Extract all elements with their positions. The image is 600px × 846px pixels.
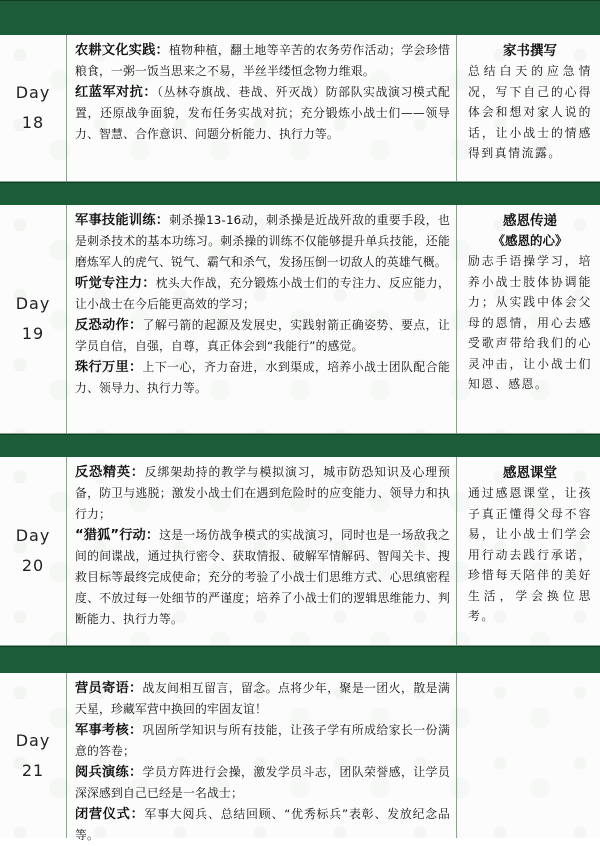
evening-title: 家书撰写 bbox=[503, 43, 557, 59]
day-row-18 bbox=[0, 35, 600, 182]
day-row-19 bbox=[0, 205, 600, 434]
day-label: Day bbox=[15, 83, 51, 102]
day-row-20 bbox=[0, 457, 600, 646]
evening-title: 感恩课堂 bbox=[503, 465, 557, 481]
activity-heading: 军事考核： bbox=[75, 723, 143, 738]
activity-text: 反绑架劫持的教学与模拟演习，城市防恐知识及心理预备，防卫与逃脱；激发小战士们在遇到危险时的应变能力、领导力和执行力； bbox=[75, 465, 450, 521]
day-number: 18 bbox=[21, 113, 45, 132]
activity-text: 这是一场仿战争模式的实战演习，同时也是一场敌我之间的间谍战，通过执行密令、获取情报、破解军情解码、智闯关卡、搜救目标等最终完成使命；充分的考验了小战士们思维方式、心思缜密程度、不放过每一处细节的严谨度；培养了小战士们的逻辑思维能力、判断能力、执行力等。 bbox=[75, 528, 450, 626]
day-number: 20 bbox=[21, 556, 45, 575]
day-row-21 bbox=[0, 673, 600, 842]
activity-cell bbox=[67, 205, 457, 433]
activity-text: 学员方阵进行会操，激发学员斗志，团队荣誉感，让学员深深感到自己已经是一名战士； bbox=[75, 765, 450, 800]
day-label: Day bbox=[15, 526, 51, 545]
activity-paragraph bbox=[75, 762, 450, 804]
activity-paragraph bbox=[75, 720, 450, 762]
activity-heading: “猎狐”行动： bbox=[75, 528, 160, 543]
activity-heading: 阅兵演练： bbox=[75, 765, 143, 780]
activity-text: 植物种植，翻土地等辛苦的农务劳作活动；学会珍惜粮食，一粥一饭当思来之不易，半丝半缕恒念物力维艰。 bbox=[75, 43, 451, 78]
activity-paragraph bbox=[75, 210, 450, 273]
day-label: Day bbox=[15, 730, 51, 750]
activity-paragraph bbox=[75, 40, 450, 82]
activity-text: （丛林夺旗战、巷战、歼灭战）防部队实战演习模式配置，还原战争面貌，发布任务实战对抗；充分锻炼小战士们——领导力、智慧、合作意识、问题分析能力、执行力等。 bbox=[75, 85, 451, 141]
day-cell bbox=[0, 35, 67, 181]
activity-text: 枕头大作战，充分锻炼小战士们的专注力、反应能力，让小战士在今后能更高效的学习； bbox=[75, 276, 451, 311]
separator-band bbox=[0, 182, 600, 206]
activity-text: 了解弓箭的起源及发展史，实践射箭正确姿势、要点，让学员自信，自强，自尊，真正体会到“我能行”的感觉。 bbox=[75, 318, 450, 353]
separator-band bbox=[0, 0, 600, 36]
activity-paragraph bbox=[75, 82, 450, 145]
activity-text: 战友间相互留言，留念。点将少年，聚是一团火，散是满天星，珍藏军营中换回的牢固友谊！ bbox=[75, 681, 450, 716]
activity-cell bbox=[67, 673, 457, 842]
separator-band bbox=[0, 434, 600, 458]
activity-text: 刺杀操13-16动，刺杀操是近战歼敌的重要手段，也是刺杀技术的基本功练习。刺杀操的训练不仅能够提升单兵技能，还能磨炼军人的虎气、锐气、霸气和杀气，发扬压倒一切敌人的英雄气概。 bbox=[75, 213, 451, 269]
day-cell bbox=[0, 457, 67, 645]
activity-paragraph bbox=[75, 357, 450, 399]
activity-heading: 农耕文化实践： bbox=[75, 43, 169, 58]
activity-heading: 反恐精英： bbox=[75, 465, 145, 480]
activity-paragraph bbox=[75, 804, 450, 846]
activity-text: 巩固所学知识与所有技能，让孩子学有所成给家长一份满意的答卷； bbox=[75, 723, 450, 758]
day-label: Day bbox=[15, 294, 51, 313]
activity-paragraph bbox=[75, 315, 450, 357]
activity-text: 军事大阅兵、总结回顾、“优秀标兵”表彰、发放纪念品等。 bbox=[75, 807, 451, 842]
activity-paragraph bbox=[75, 462, 450, 525]
activity-heading: 闭营仪式： bbox=[75, 807, 145, 822]
evening-text: 通过感恩课堂，让孩子真正懂得父母不容易，让小战士们学会用行动去践行承诺，珍惜每天陪伴的美好生活，学会换位思考。 bbox=[468, 486, 592, 623]
activity-heading: 听觉专注力： bbox=[75, 276, 156, 291]
separator-band bbox=[0, 646, 600, 674]
activity-heading: 反恐动作： bbox=[75, 318, 143, 333]
activity-heading: 营员寄语： bbox=[75, 681, 143, 696]
day-number: 21 bbox=[21, 760, 45, 780]
activity-heading: 珠行万里： bbox=[75, 360, 143, 375]
activity-paragraph bbox=[75, 273, 450, 315]
evening-cell bbox=[458, 35, 600, 181]
evening-text: 励志手语操学习，培养小战士肢体协调能力；从实践中体会父母的恩情，用心去感受歌声带给我们的心灵冲击，让小战士们知恩、感恩。 bbox=[468, 254, 592, 391]
activity-heading: 红蓝军对抗： bbox=[75, 85, 157, 100]
activity-cell bbox=[67, 35, 457, 181]
day-number: 19 bbox=[21, 324, 45, 343]
activity-heading: 军事技能训练： bbox=[75, 213, 170, 228]
activity-paragraph bbox=[75, 525, 450, 630]
activity-text: 上下一心，齐力奋进，水到渠成，培养小战士团队配合能力、领导力、执行力等。 bbox=[75, 360, 450, 395]
day-cell bbox=[0, 205, 67, 433]
evening-cell-empty bbox=[458, 673, 600, 838]
evening-cell bbox=[458, 205, 600, 433]
evening-subtitle: 《感恩的心》 bbox=[492, 233, 568, 248]
evening-cell bbox=[458, 457, 600, 645]
day-cell bbox=[0, 673, 67, 838]
activity-cell bbox=[67, 457, 457, 645]
evening-text: 总结白天的应急情况，写下自己的心得体会和想对家人说的话，让小战士的情感得到真情流露。 bbox=[468, 64, 592, 160]
activity-paragraph bbox=[75, 678, 450, 720]
evening-title: 感恩传递 bbox=[503, 213, 557, 229]
